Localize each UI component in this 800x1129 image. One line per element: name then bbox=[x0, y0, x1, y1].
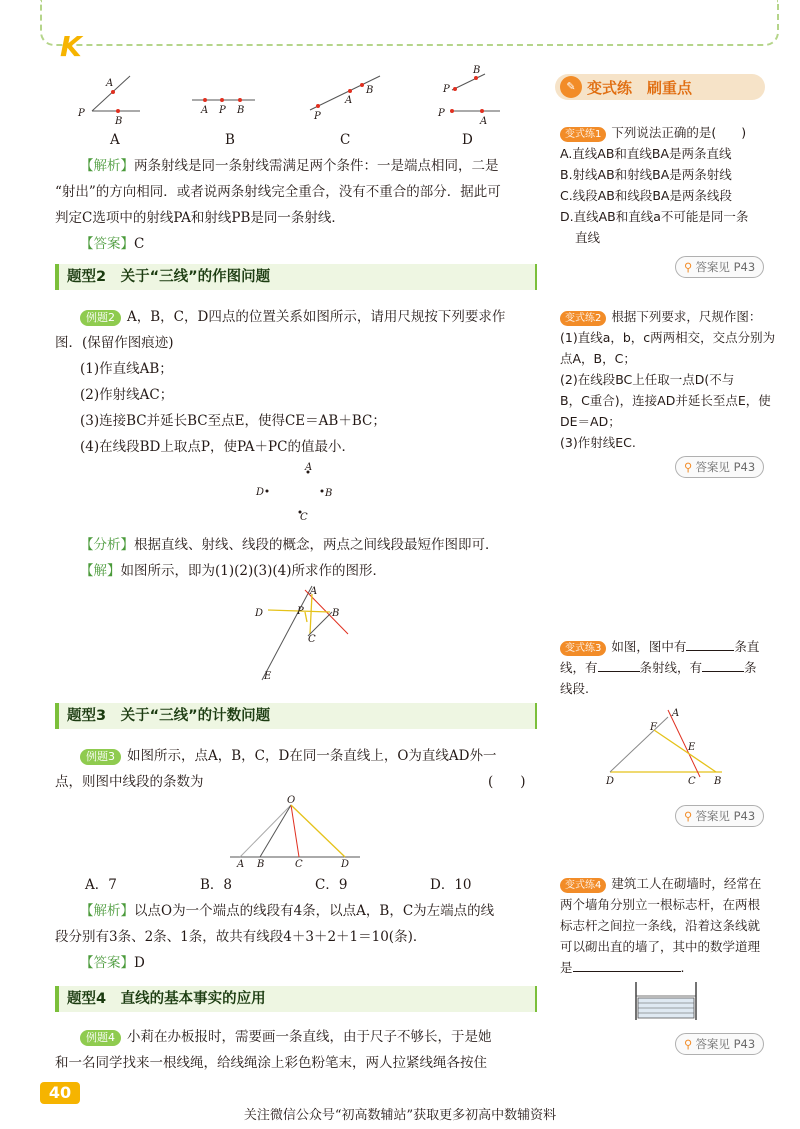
v3-answer-link[interactable] bbox=[675, 805, 764, 827]
v4-answer-link[interactable] bbox=[675, 1033, 764, 1055]
svg-text:P: P bbox=[314, 111, 321, 122]
figure-option-b bbox=[192, 98, 255, 116]
pin-icon: ⚲ bbox=[684, 809, 693, 823]
svg-text:D: D bbox=[606, 776, 615, 787]
svg-text:A: A bbox=[106, 78, 114, 89]
answer-ref: 答案见 P43 bbox=[695, 260, 756, 274]
section-title-3: 题型3 关于“三线”的计数问题 bbox=[55, 703, 535, 729]
ex3-line-1: 如图所示，点A，B，C，D在同一条直线上，O为直线AD外一 bbox=[127, 748, 497, 764]
svg-text:E: E bbox=[688, 742, 696, 753]
v4-question bbox=[560, 873, 775, 894]
ex1-answer bbox=[80, 231, 144, 257]
svg-text:D: D bbox=[256, 487, 265, 498]
v1-option-c: C.线段AB和线段BA是两条线段 bbox=[560, 188, 732, 203]
answer-tag: 【答案】 bbox=[80, 236, 134, 252]
construction-figure bbox=[250, 584, 360, 684]
v1-option-d-cont: 直线 bbox=[575, 230, 601, 245]
variant-label: 变式练4 bbox=[560, 878, 606, 893]
pin-icon: ⚲ bbox=[684, 1037, 693, 1051]
answer-value: C bbox=[134, 236, 145, 252]
svg-text:A: A bbox=[345, 95, 353, 106]
svg-text:A: A bbox=[201, 105, 209, 116]
ex2-q1: (1)作直线AB； bbox=[80, 361, 173, 377]
ex1-analysis-line-2: “射出”的方向相同．或者说两条射线完全重合，没有不重合的部分．据此可 bbox=[55, 184, 501, 200]
svg-text:P: P bbox=[438, 108, 445, 119]
v1-stem: 下列说法正确的是( ) bbox=[611, 125, 747, 140]
ex3-option-b: B．8 bbox=[200, 877, 233, 893]
segment-count-figure bbox=[225, 795, 365, 870]
svg-text:C: C bbox=[308, 634, 316, 645]
variant-label: 变式练2 bbox=[560, 311, 606, 326]
ex3-option-d: D．10 bbox=[430, 877, 472, 893]
answer-value: D bbox=[134, 955, 145, 971]
svg-text:A: A bbox=[672, 708, 680, 719]
v4-line-3: 标志杆之间拉一条线，沿着这条线就 bbox=[560, 918, 761, 933]
ex2-q4: (4)在线段BD上取点P，使PA＋PC的值最小． bbox=[80, 439, 355, 455]
ex1-analysis bbox=[80, 153, 540, 179]
ex2-solution-text: 如图所示，即为(1)(2)(3)(4)所求作的图形． bbox=[120, 563, 386, 579]
ex2-line-2: 图．(保留作图痕迹) bbox=[55, 335, 174, 351]
right-column-title: 变式练 刷重点 bbox=[587, 79, 693, 97]
svg-text:C: C bbox=[295, 859, 303, 870]
v3-text-d: 条射线，有 bbox=[639, 660, 703, 675]
v2-line-2: (1)直线a，b，c两两相交，交点分别为 bbox=[560, 330, 776, 345]
v4-line-1: 建筑工人在砌墙时，经常在 bbox=[611, 876, 762, 891]
figure-option-a bbox=[77, 76, 140, 127]
practice-icon: ✎ bbox=[560, 76, 582, 98]
v1-option-a: A.直线AB和直线BA是两条直线 bbox=[560, 146, 732, 161]
ex4-line-2: 和一名同学找来一根线绳，给线绳涂上彩色粉笔末，两人拉紧线绳各按住 bbox=[55, 1055, 487, 1071]
ex2-analysis-text: 根据直线、射线、线段的概念，两点之间线段最短作图即可． bbox=[134, 537, 499, 553]
blank-reason[interactable] bbox=[573, 971, 681, 972]
v3-text-c: 线，有 bbox=[560, 660, 598, 675]
svg-text:B: B bbox=[115, 116, 123, 127]
v1-question bbox=[560, 122, 775, 143]
v2-line-7: (3)作射线EC. bbox=[560, 435, 636, 450]
svg-text:P: P bbox=[297, 606, 304, 617]
v1-answer-link[interactable] bbox=[675, 256, 764, 278]
v1-option-b: B.射线AB和射线BA是两条射线 bbox=[560, 167, 732, 182]
ex3-paren: ( ) bbox=[488, 774, 526, 790]
analysis-tag: 【解析】 bbox=[80, 158, 134, 174]
v4-text-a: 是 bbox=[560, 960, 573, 975]
v4-line-5 bbox=[560, 957, 685, 978]
ex2-stem bbox=[80, 304, 540, 330]
answer-tag: 【答案】 bbox=[80, 955, 134, 971]
svg-text:B: B bbox=[332, 608, 340, 619]
ex3-answer bbox=[80, 950, 145, 976]
v2-line-6: DE＝AD； bbox=[560, 414, 621, 429]
brick-wall-figure bbox=[632, 980, 702, 1022]
svg-text:D: D bbox=[341, 859, 350, 870]
example-label: 例题4 bbox=[80, 1030, 121, 1046]
ex3-line-2: 点，则图中线段的条数为 bbox=[55, 774, 204, 790]
svg-text:A: A bbox=[237, 859, 245, 870]
svg-text:O: O bbox=[287, 795, 296, 806]
svg-text:B: B bbox=[366, 85, 374, 96]
svg-text:A: A bbox=[310, 586, 318, 597]
analysis-tag: 【分析】 bbox=[80, 537, 134, 553]
figure-label-d: D bbox=[462, 132, 473, 148]
svg-text:B: B bbox=[325, 488, 333, 499]
analysis-tag: 【解析】 bbox=[80, 903, 134, 919]
v3-text-a: 如图，图中有 bbox=[611, 639, 687, 654]
svg-text:D: D bbox=[255, 608, 264, 619]
figure-option-d bbox=[437, 65, 500, 127]
ex4-line-1: 小莉在办板报时，需要画一条直线，由于尺子不够长，于是她 bbox=[127, 1029, 492, 1045]
ex3-analysis-line-2: 段分别有3条、2条、1条，故共有线段4＋3＋2＋1＝10(条)． bbox=[55, 929, 427, 945]
v2-line-1: 根据下列要求，尺规作图： bbox=[611, 309, 762, 324]
answer-ref: 答案见 P43 bbox=[695, 809, 756, 823]
v4-line-4: 可以砌出直的墙了，其中的数学道理 bbox=[560, 939, 761, 954]
v3-text-b: 条直 bbox=[734, 639, 760, 654]
svg-text:E: E bbox=[264, 671, 272, 682]
ex3-option-c: C．9 bbox=[315, 877, 348, 893]
svg-text:A: A bbox=[480, 116, 488, 127]
ex3-analysis-line-1: 以点O为一个端点的线段有4条，以点A，B，C为左端点的线 bbox=[134, 903, 495, 919]
section-title-4: 题型4 直线的基本事实的应用 bbox=[55, 986, 535, 1012]
v2-line-4: (2)在线段BC上任取一点D(不与 bbox=[560, 372, 735, 387]
v4-line-2: 两个墙角分别立一根标志杆，在两根 bbox=[560, 897, 761, 912]
solution-tag: 【解】 bbox=[80, 563, 121, 579]
v4-text-end: . bbox=[680, 960, 685, 975]
brand-logo: K bbox=[60, 30, 82, 63]
ex2-q2: (2)作射线AC； bbox=[80, 387, 174, 403]
v2-answer-link[interactable] bbox=[675, 456, 764, 478]
ex3-analysis bbox=[80, 898, 540, 924]
svg-text:P: P bbox=[443, 84, 450, 95]
blank-rays[interactable] bbox=[598, 671, 640, 672]
figure-label-c: C bbox=[340, 132, 351, 148]
triangle-figure bbox=[600, 702, 730, 787]
ex2-solution bbox=[80, 558, 540, 584]
svg-text:B: B bbox=[257, 859, 265, 870]
ex1-analysis-line-3: 判定C选项中的射线PA和射线PB是同一条射线． bbox=[55, 210, 345, 226]
v2-line-5: B，C重合)，连接AD并延长至点E，使 bbox=[560, 393, 771, 408]
header-frame bbox=[40, 0, 779, 46]
ex2-q3: (3)连接BC并延长BC至点E，使得CE＝AB＋BC； bbox=[80, 413, 386, 429]
v3-text-e: 条 bbox=[744, 660, 757, 675]
ex3-option-a: A．7 bbox=[85, 877, 117, 893]
v2-question bbox=[560, 306, 775, 327]
v3-line-3: 线段. bbox=[560, 681, 589, 696]
v3-question bbox=[560, 636, 775, 657]
svg-text:A: A bbox=[305, 462, 313, 473]
example-label: 例题2 bbox=[80, 310, 121, 326]
ex3-stem bbox=[80, 743, 540, 769]
blank-segments[interactable] bbox=[702, 671, 744, 672]
svg-text:P: P bbox=[78, 108, 85, 119]
example-label: 例题3 bbox=[80, 749, 121, 765]
ex4-stem bbox=[80, 1024, 540, 1050]
footer-note: 关注微信公众号“初高数辅站”获取更多初高中数辅资料 bbox=[243, 1108, 557, 1123]
answer-ref: 答案见 P43 bbox=[695, 460, 756, 474]
figure-option-c bbox=[310, 76, 380, 122]
pin-icon: ⚲ bbox=[684, 460, 693, 474]
svg-text:C: C bbox=[688, 776, 696, 787]
variant-label: 变式练3 bbox=[560, 641, 606, 656]
svg-text:F: F bbox=[650, 722, 657, 733]
svg-text:B: B bbox=[237, 105, 245, 116]
page-number: 40 bbox=[40, 1082, 80, 1104]
points-figure bbox=[250, 460, 350, 524]
figure-label-b: B bbox=[225, 132, 235, 148]
variant-label: 变式练1 bbox=[560, 127, 606, 142]
v2-line-3: 点A，B，C； bbox=[560, 351, 636, 366]
blank-lines[interactable] bbox=[686, 650, 734, 651]
analysis-line-1: 两条射线是同一条射线需满足两个条件：一是端点相同，二是 bbox=[134, 158, 499, 174]
figure-label-a: A bbox=[110, 132, 120, 148]
pin-icon: ⚲ bbox=[684, 260, 693, 274]
ex2-line-1: A，B，C，D四点的位置关系如图所示，请用尺规按下列要求作 bbox=[127, 309, 506, 325]
svg-text:C: C bbox=[300, 512, 308, 523]
answer-ref: 答案见 P43 bbox=[695, 1037, 756, 1051]
svg-text:B: B bbox=[714, 776, 722, 787]
v3-line-2 bbox=[560, 657, 775, 678]
svg-text:B: B bbox=[473, 65, 481, 76]
v1-option-d: D.直线AB和直线a不可能是同一条 bbox=[560, 209, 749, 224]
section-title-2: 题型2 关于“三线”的作图问题 bbox=[55, 264, 535, 290]
ex2-analysis bbox=[80, 532, 540, 558]
svg-text:P: P bbox=[219, 105, 226, 116]
ray-options-figure bbox=[70, 62, 510, 152]
